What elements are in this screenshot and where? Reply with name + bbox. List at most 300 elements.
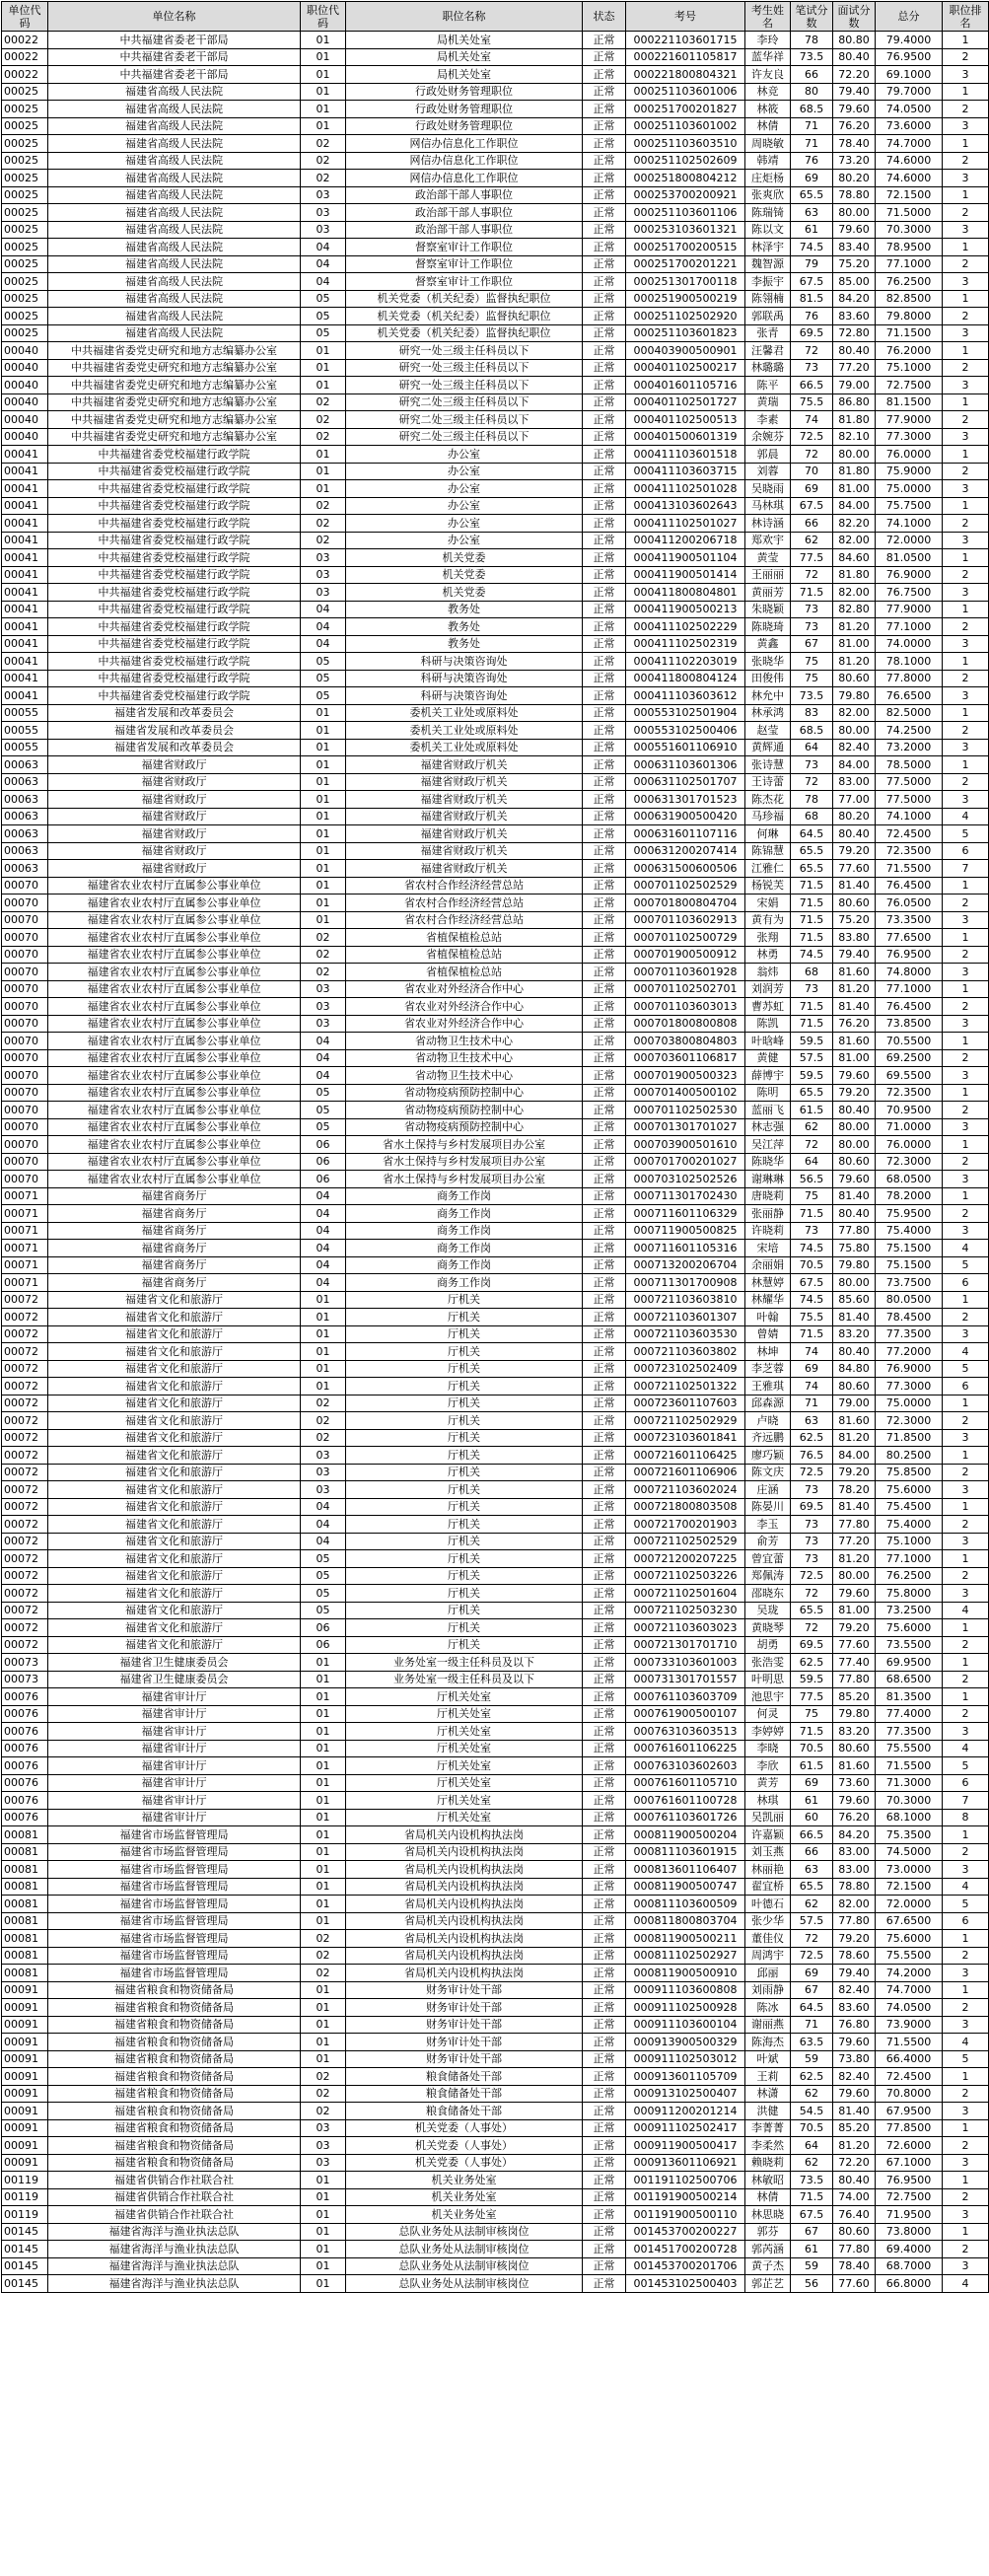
cell-status: 正常 (583, 1171, 626, 1188)
cell-unit-name: 中共福建省委党校福建行政学院 (48, 635, 301, 653)
cell-total-score: 75.6000 (876, 1619, 943, 1637)
cell-unit-name: 福建省高级人民法院 (48, 204, 301, 222)
cell-total-score: 73.2500 (876, 1602, 943, 1619)
cell-status: 正常 (583, 842, 626, 860)
cell-position-code: 01 (301, 1654, 346, 1672)
table-row (2, 791, 989, 809)
cell-rank: 3 (943, 2103, 989, 2120)
cell-unit-code: 00055 (2, 704, 48, 722)
cell-total-score: 71.0000 (876, 1118, 943, 1136)
cell-exam-number: 000721102502529 (626, 1533, 745, 1550)
cell-total-score: 73.6000 (876, 117, 943, 135)
cell-unit-name: 福建省海洋与渔业执法总队 (48, 2241, 301, 2258)
cell-candidate-name: 何琳 (745, 825, 791, 843)
results-table (1, 1, 989, 2293)
cell-rank: 4 (943, 1240, 989, 1257)
cell-unit-name: 福建省财政厅 (48, 842, 301, 860)
cell-position-code: 01 (301, 342, 346, 360)
cell-position-code: 01 (301, 1291, 346, 1309)
cell-unit-name: 福建省高级人民法院 (48, 308, 301, 325)
cell-interview-score: 80.00 (833, 1567, 876, 1585)
cell-interview-score: 79.60 (833, 221, 876, 239)
cell-position-name: 厅机关 (346, 1464, 583, 1481)
cell-unit-name: 福建省农业农村厅直属参公事业单位 (48, 946, 301, 964)
cell-candidate-name: 池思宇 (745, 1688, 791, 1706)
cell-position-name: 厅机关 (346, 1585, 583, 1603)
cell-rank: 1 (943, 342, 989, 360)
cell-rank: 1 (943, 1136, 989, 1154)
cell-interview-score: 77.20 (833, 359, 876, 377)
cell-position-name: 省农业对外经济合作中心 (346, 1015, 583, 1033)
cell-exam-number: 000631200207414 (626, 842, 745, 860)
cell-status: 正常 (583, 1274, 626, 1292)
table-row (2, 1395, 989, 1412)
table-row (2, 394, 989, 411)
cell-status: 正常 (583, 1187, 626, 1205)
table-row (2, 463, 989, 480)
cell-unit-name: 福建省海洋与渔业执法总队 (48, 2223, 301, 2241)
cell-status: 正常 (583, 791, 626, 809)
cell-exam-number: 000251700201221 (626, 255, 745, 273)
cell-candidate-name: 谢琳琳 (745, 1171, 791, 1188)
cell-interview-score: 79.60 (833, 1171, 876, 1188)
cell-unit-name: 福建省财政厅 (48, 825, 301, 843)
cell-candidate-name: 李玲 (745, 32, 791, 49)
cell-rank: 2 (943, 670, 989, 687)
cell-total-score: 78.9500 (876, 239, 943, 256)
cell-interview-score: 80.00 (833, 1136, 876, 1154)
cell-rank: 1 (943, 1619, 989, 1637)
cell-interview-score: 81.40 (833, 998, 876, 1016)
cell-position-code: 01 (301, 1861, 346, 1879)
table-row (2, 601, 989, 618)
cell-position-name: 机关业务处室 (346, 2188, 583, 2206)
cell-status: 正常 (583, 1205, 626, 1223)
cell-unit-name: 福建省粮食和物资储备局 (48, 2050, 301, 2068)
cell-written-score: 71.5 (791, 2188, 833, 2206)
cell-total-score: 75.5500 (876, 1947, 943, 1965)
cell-position-name: 业务处室一级主任科员及以下 (346, 1654, 583, 1672)
cell-status: 正常 (583, 1291, 626, 1309)
cell-position-name: 办公室 (346, 446, 583, 464)
table-row (2, 2137, 989, 2155)
cell-rank: 6 (943, 1912, 989, 1930)
cell-written-score: 61.5 (791, 1757, 833, 1775)
cell-total-score: 76.4500 (876, 998, 943, 1016)
cell-unit-code: 00025 (2, 221, 48, 239)
cell-unit-name: 福建省文化和旅游厅 (48, 1516, 301, 1534)
cell-position-name: 省农业对外经济合作中心 (346, 998, 583, 1016)
cell-interview-score: 78.80 (833, 1878, 876, 1896)
cell-position-name: 厅机关 (346, 1378, 583, 1395)
cell-status: 正常 (583, 2137, 626, 2155)
cell-exam-number: 000251102502609 (626, 152, 745, 170)
cell-position-name: 省局机关内设机构执法岗 (346, 1878, 583, 1896)
cell-candidate-name: 翟宜桥 (745, 1878, 791, 1896)
cell-rank: 2 (943, 946, 989, 964)
cell-rank: 2 (943, 1843, 989, 1861)
cell-written-score: 73 (791, 601, 833, 618)
table-row (2, 635, 989, 653)
cell-status: 正常 (583, 911, 626, 929)
cell-written-score: 74 (791, 1378, 833, 1395)
cell-unit-code: 00072 (2, 1429, 48, 1447)
cell-rank: 2 (943, 1412, 989, 1430)
cell-position-name: 厅机关 (346, 1636, 583, 1654)
cell-status: 正常 (583, 1447, 626, 1465)
cell-rank: 4 (943, 1740, 989, 1757)
cell-unit-code: 00076 (2, 1723, 48, 1741)
cell-rank: 1 (943, 1447, 989, 1465)
cell-unit-code: 00041 (2, 515, 48, 533)
table-row (2, 1481, 989, 1499)
cell-unit-code: 00070 (2, 964, 48, 981)
cell-rank: 3 (943, 221, 989, 239)
cell-interview-score: 77.40 (833, 1654, 876, 1672)
cell-total-score: 72.4500 (876, 825, 943, 843)
cell-unit-name: 福建省文化和旅游厅 (48, 1602, 301, 1619)
cell-written-score: 62 (791, 1118, 833, 1136)
cell-written-score: 63 (791, 1412, 833, 1430)
cell-candidate-name: 叶翰 (745, 1309, 791, 1326)
cell-unit-code: 00071 (2, 1205, 48, 1223)
cell-unit-code: 00072 (2, 1309, 48, 1326)
cell-position-code: 01 (301, 1792, 346, 1810)
cell-exam-number: 000401102500513 (626, 411, 745, 429)
cell-unit-code: 00070 (2, 911, 48, 929)
cell-unit-code: 00145 (2, 2275, 48, 2293)
cell-exam-number: 000703800804803 (626, 1033, 745, 1050)
cell-candidate-name: 黄健 (745, 1049, 791, 1067)
cell-written-score: 66.5 (791, 377, 833, 394)
table-row (2, 1464, 989, 1481)
cell-position-name: 厅机关 (346, 1567, 583, 1585)
cell-unit-name: 福建省粮食和物资储备局 (48, 1981, 301, 1999)
cell-interview-score: 79.60 (833, 1792, 876, 1810)
cell-exam-number: 001453102500403 (626, 2275, 745, 2293)
cell-unit-code: 00025 (2, 204, 48, 222)
cell-position-code: 01 (301, 2034, 346, 2051)
cell-unit-code: 00145 (2, 2257, 48, 2275)
cell-interview-score: 80.00 (833, 1118, 876, 1136)
cell-unit-code: 00041 (2, 480, 48, 498)
cell-unit-name: 福建省文化和旅游厅 (48, 1395, 301, 1412)
cell-exam-number: 001191900500110 (626, 2206, 745, 2224)
table-row (2, 342, 989, 360)
cell-position-code: 01 (301, 1981, 346, 1999)
cell-unit-name: 福建省文化和旅游厅 (48, 1325, 301, 1343)
cell-unit-code: 00072 (2, 1464, 48, 1481)
cell-position-name: 商务工作岗 (346, 1187, 583, 1205)
table-row (2, 1222, 989, 1240)
cell-status: 正常 (583, 1378, 626, 1395)
cell-status: 正常 (583, 1102, 626, 1119)
cell-unit-code: 00063 (2, 773, 48, 791)
cell-candidate-name: 黄辉通 (745, 739, 791, 756)
cell-rank: 3 (943, 170, 989, 187)
cell-total-score: 79.7000 (876, 83, 943, 101)
cell-written-score: 66 (791, 515, 833, 533)
cell-total-score: 75.8000 (876, 1585, 943, 1603)
cell-total-score: 69.1000 (876, 66, 943, 84)
cell-status: 正常 (583, 135, 626, 153)
cell-position-name: 厅机关 (346, 1325, 583, 1343)
cell-unit-code: 00070 (2, 1171, 48, 1188)
cell-exam-number: 000701102502529 (626, 877, 745, 894)
table-row (2, 446, 989, 464)
cell-exam-number: 000411900501414 (626, 566, 745, 584)
table-row (2, 670, 989, 687)
cell-exam-number: 000723601107603 (626, 1395, 745, 1412)
cell-unit-name: 福建省农业农村厅直属参公事业单位 (48, 1015, 301, 1033)
cell-rank: 3 (943, 480, 989, 498)
cell-candidate-name: 刘润芳 (745, 980, 791, 998)
cell-status: 正常 (583, 342, 626, 360)
cell-written-score: 74 (791, 1343, 833, 1361)
cell-interview-score: 75.20 (833, 255, 876, 273)
cell-status: 正常 (583, 497, 626, 515)
cell-exam-number: 000763103602603 (626, 1757, 745, 1775)
cell-unit-name: 福建省粮食和物资储备局 (48, 2137, 301, 2155)
cell-status: 正常 (583, 1792, 626, 1810)
cell-written-score: 71.5 (791, 877, 833, 894)
cell-unit-code: 00070 (2, 980, 48, 998)
cell-status: 正常 (583, 1965, 626, 1982)
cell-written-score: 62.5 (791, 2068, 833, 2086)
header-status: 状态 (583, 2, 626, 32)
cell-rank: 3 (943, 273, 989, 291)
cell-position-code: 05 (301, 653, 346, 671)
cell-written-score: 72 (791, 773, 833, 791)
cell-unit-name: 中共福建省委党校福建行政学院 (48, 480, 301, 498)
cell-position-code: 05 (301, 308, 346, 325)
cell-total-score: 68.6500 (876, 1671, 943, 1688)
cell-position-name: 行政处财务管理职位 (346, 101, 583, 118)
cell-unit-name: 福建省高级人民法院 (48, 239, 301, 256)
cell-written-score: 73 (791, 1481, 833, 1499)
cell-candidate-name: 林思晓 (745, 2206, 791, 2224)
cell-exam-number: 000911103600808 (626, 1981, 745, 1999)
cell-unit-code: 00076 (2, 1705, 48, 1723)
cell-position-code: 01 (301, 791, 346, 809)
table-row (2, 1671, 989, 1688)
cell-exam-number: 000401102500217 (626, 359, 745, 377)
table-row (2, 911, 989, 929)
cell-total-score: 73.3500 (876, 911, 943, 929)
cell-position-name: 研究二处三级主任科员以下 (346, 428, 583, 446)
table-row (2, 1533, 989, 1550)
cell-position-name: 厅机关 (346, 1309, 583, 1326)
cell-status: 正常 (583, 1516, 626, 1534)
cell-total-score: 80.2500 (876, 1447, 943, 1465)
cell-unit-name: 福建省市场监督管理局 (48, 1843, 301, 1861)
cell-interview-score: 77.80 (833, 1912, 876, 1930)
cell-candidate-name: 洪健 (745, 2103, 791, 2120)
cell-candidate-name: 余丽娟 (745, 1256, 791, 1274)
cell-position-name: 商务工作岗 (346, 1274, 583, 1292)
cell-total-score: 74.6000 (876, 152, 943, 170)
table-row (2, 1429, 989, 1447)
cell-status: 正常 (583, 273, 626, 291)
cell-unit-name: 福建省高级人民法院 (48, 186, 301, 204)
cell-status: 正常 (583, 1033, 626, 1050)
cell-unit-code: 00025 (2, 308, 48, 325)
cell-interview-score: 72.20 (833, 66, 876, 84)
cell-total-score: 73.2000 (876, 739, 943, 756)
cell-exam-number: 000403900500901 (626, 342, 745, 360)
cell-rank: 1 (943, 2068, 989, 2086)
cell-position-name: 教务处 (346, 635, 583, 653)
cell-position-name: 行政处财务管理职位 (346, 117, 583, 135)
cell-unit-code: 00070 (2, 1118, 48, 1136)
cell-interview-score: 79.60 (833, 101, 876, 118)
cell-position-name: 机关党委（人事处） (346, 2137, 583, 2155)
cell-candidate-name: 陈杰花 (745, 791, 791, 809)
table-row (2, 1912, 989, 1930)
cell-position-code: 02 (301, 1965, 346, 1982)
cell-exam-number: 000701800804704 (626, 894, 745, 912)
cell-written-score: 71.5 (791, 998, 833, 1016)
cell-status: 正常 (583, 446, 626, 464)
cell-written-score: 75.5 (791, 1309, 833, 1326)
cell-unit-name: 福建省农业农村厅直属参公事业单位 (48, 1171, 301, 1188)
table-row (2, 894, 989, 912)
cell-rank: 3 (943, 1118, 989, 1136)
cell-exam-number: 000701700201027 (626, 1153, 745, 1171)
cell-status: 正常 (583, 860, 626, 878)
table-row (2, 273, 989, 291)
cell-position-name: 政治部干部人事职位 (346, 221, 583, 239)
cell-rank: 4 (943, 1343, 989, 1361)
cell-candidate-name: 陈翎楠 (745, 290, 791, 308)
cell-interview-score: 84.20 (833, 290, 876, 308)
cell-status: 正常 (583, 2275, 626, 2293)
cell-unit-name: 福建省市场监督管理局 (48, 1930, 301, 1948)
cell-exam-number: 000811800803704 (626, 1912, 745, 1930)
table-row (2, 1826, 989, 1844)
cell-unit-code: 00040 (2, 394, 48, 411)
cell-written-score: 72 (791, 1619, 833, 1637)
cell-position-code: 01 (301, 83, 346, 101)
cell-position-code: 04 (301, 1067, 346, 1085)
cell-status: 正常 (583, 808, 626, 825)
cell-interview-score: 79.20 (833, 1464, 876, 1481)
cell-status: 正常 (583, 1636, 626, 1654)
cell-exam-number: 000701103602913 (626, 911, 745, 929)
cell-unit-code: 00070 (2, 1136, 48, 1154)
cell-position-code: 02 (301, 2085, 346, 2103)
cell-rank: 3 (943, 117, 989, 135)
cell-candidate-name: 陈锦慧 (745, 842, 791, 860)
cell-written-score: 69 (791, 480, 833, 498)
cell-total-score: 82.8500 (876, 290, 943, 308)
cell-written-score: 61 (791, 2241, 833, 2258)
cell-status: 正常 (583, 2154, 626, 2172)
cell-interview-score: 80.60 (833, 1153, 876, 1171)
cell-written-score: 64 (791, 739, 833, 756)
cell-candidate-name: 曾宜蕾 (745, 1550, 791, 1568)
cell-unit-code: 00091 (2, 2034, 48, 2051)
header-rank: 职位排名 (943, 2, 989, 32)
cell-interview-score: 80.20 (833, 808, 876, 825)
cell-unit-code: 00076 (2, 1774, 48, 1792)
cell-unit-code: 00091 (2, 1981, 48, 1999)
cell-unit-code: 00063 (2, 825, 48, 843)
table-row (2, 2103, 989, 2120)
cell-written-score: 66.5 (791, 1826, 833, 1844)
cell-candidate-name: 宋娟 (745, 894, 791, 912)
cell-exam-number: 000913900500329 (626, 2034, 745, 2051)
cell-unit-name: 福建省文化和旅游厅 (48, 1619, 301, 1637)
cell-total-score: 75.8500 (876, 1464, 943, 1481)
cell-position-name: 委机关工业处或原料处 (346, 704, 583, 722)
cell-written-score: 72.5 (791, 1947, 833, 1965)
cell-position-name: 督察室审计工作职位 (346, 239, 583, 256)
cell-unit-name: 中共福建省委党史研究和地方志编纂办公室 (48, 342, 301, 360)
table-row (2, 1412, 989, 1430)
cell-candidate-name: 林倩 (745, 2188, 791, 2206)
cell-position-code: 01 (301, 1723, 346, 1741)
cell-exam-number: 000811900500211 (626, 1930, 745, 1948)
table-row (2, 1187, 989, 1205)
cell-position-code: 04 (301, 601, 346, 618)
cell-written-score: 73 (791, 1550, 833, 1568)
cell-unit-code: 00040 (2, 342, 48, 360)
cell-exam-number: 000701900500912 (626, 946, 745, 964)
cell-position-code: 01 (301, 2016, 346, 2034)
cell-exam-number: 000251103601006 (626, 83, 745, 101)
cell-position-name: 研究一处三级主任科员以下 (346, 377, 583, 394)
cell-rank: 1 (943, 1654, 989, 1672)
cell-position-code: 01 (301, 877, 346, 894)
cell-unit-code: 00076 (2, 1809, 48, 1826)
cell-unit-code: 00076 (2, 1740, 48, 1757)
cell-written-score: 74 (791, 411, 833, 429)
cell-candidate-name: 蓝丽飞 (745, 1102, 791, 1119)
cell-exam-number: 000553102500406 (626, 722, 745, 740)
cell-candidate-name: 邵晓东 (745, 1585, 791, 1603)
cell-rank: 1 (943, 239, 989, 256)
header-position-code: 职位代码 (301, 2, 346, 32)
cell-exam-number: 000733103601003 (626, 1654, 745, 1672)
cell-unit-code: 00071 (2, 1240, 48, 1257)
cell-unit-name: 中共福建省委党校福建行政学院 (48, 601, 301, 618)
cell-total-score: 75.0000 (876, 480, 943, 498)
cell-interview-score: 79.00 (833, 1395, 876, 1412)
cell-position-name: 省局机关内设机构执法岗 (346, 1826, 583, 1844)
cell-status: 正常 (583, 1015, 626, 1033)
cell-interview-score: 78.60 (833, 1947, 876, 1965)
cell-rank: 1 (943, 32, 989, 49)
cell-position-name: 财务审计处干部 (346, 2050, 583, 2068)
cell-interview-score: 79.20 (833, 1619, 876, 1637)
cell-candidate-name: 郭芷艺 (745, 2275, 791, 2293)
cell-unit-code: 00076 (2, 1688, 48, 1706)
cell-rank: 1 (943, 929, 989, 947)
cell-position-code: 06 (301, 1619, 346, 1637)
cell-position-name: 机关业务处室 (346, 2206, 583, 2224)
cell-total-score: 74.1000 (876, 515, 943, 533)
cell-rank: 2 (943, 566, 989, 584)
cell-rank: 4 (943, 1878, 989, 1896)
cell-total-score: 67.1000 (876, 2154, 943, 2172)
cell-position-code: 01 (301, 1671, 346, 1688)
cell-status: 正常 (583, 1947, 626, 1965)
cell-written-score: 60 (791, 1809, 833, 1826)
cell-exam-number: 000251103601106 (626, 204, 745, 222)
cell-position-code: 01 (301, 2206, 346, 2224)
cell-rank: 1 (943, 1688, 989, 1706)
